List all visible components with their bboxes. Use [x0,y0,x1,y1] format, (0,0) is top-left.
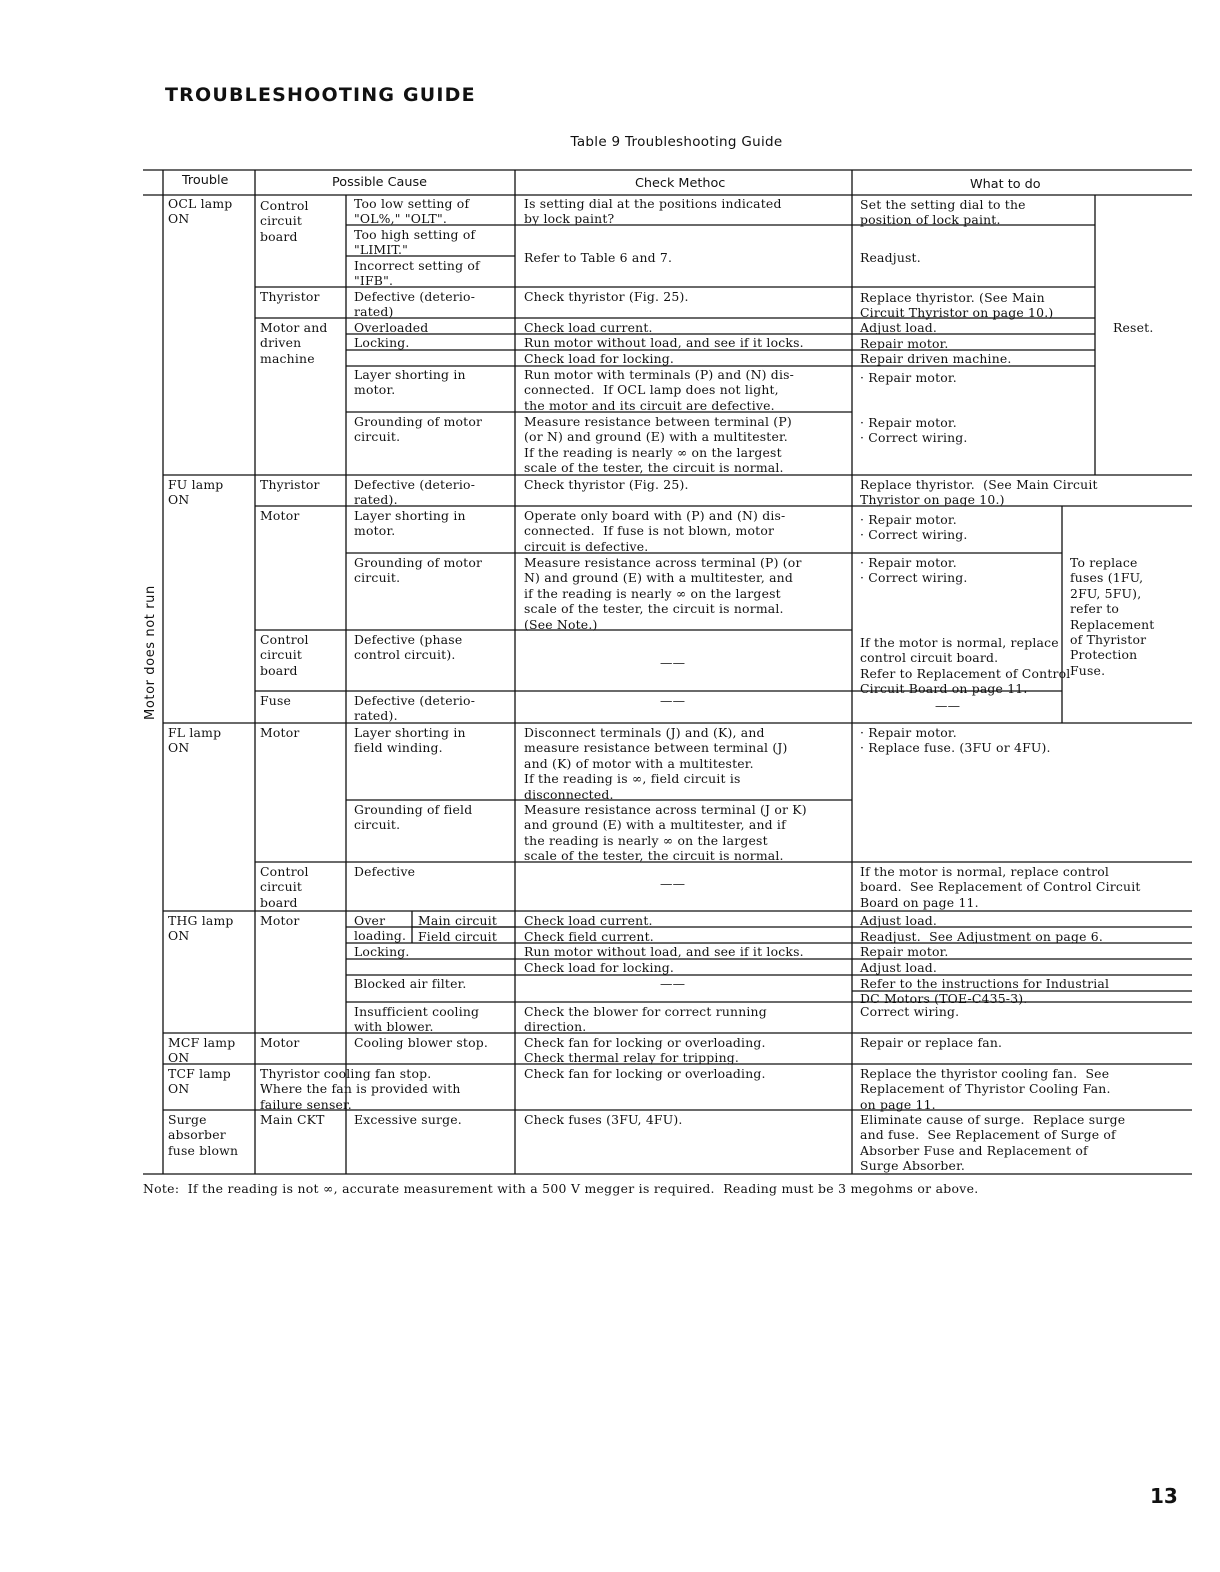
table-cell: Check fan for locking or overloading. [524,1066,766,1081]
table-cell: Motor [260,508,300,523]
table-cell: Check field current. [524,929,654,944]
table-cell: Motor [260,1035,300,1050]
table-cell: Repair motor. [860,944,949,959]
table-cell: Over loading. [354,913,407,944]
table-cell: Main circuit [418,913,498,928]
table-cell: Excessive surge. [354,1112,462,1127]
table-cell: Check load current. [524,320,653,335]
table-cell: Defective (phase control circuit). [354,632,463,663]
table-cell: Replace the thyristor cooling fan. See Replacement of Thyristor Cooling Fan. on page 11. [860,1066,1111,1112]
table-cell: Run motor without load, and see if it locks. [524,335,804,350]
table-cell: Check load current. [524,913,653,928]
table-cell: Measure resistance across terminal (J or K) and ground (E) with a multitester, and if the reading is nearly ∞ on the largest scale of the tester, the circuit is normal. [524,802,807,864]
table-cell: THG lamp ON [168,913,234,944]
table-cell: Too high setting of "LIMIT." [354,227,476,258]
table-cell: Layer shorting in motor. [354,367,466,398]
table-cell: Operate only board with (P) and (N) dis- connected. If fuse is not blown, motor circuit is defective. [524,508,786,554]
table-cell: Motor and driven machine [260,320,328,366]
table-cell: Adjust load. [860,913,938,928]
table-cell: Readjust. See Adjustment on page 6. [860,929,1103,944]
table-cell: Field circuit [418,929,498,944]
table-cell: · Repair motor. · Replace fuse. (3FU or 4FU). [860,725,1051,756]
header-what-to-do: What to do [970,177,1041,192]
table-cell: Set the setting dial to the position of lock paint. [860,197,1026,228]
table-cell: Defective [354,864,416,879]
table-cell: Thyristor [260,289,320,304]
table-cell: Check fan for locking or overloading. Check thermal relay for tripping. [524,1035,766,1066]
header-possible-cause: Possible Cause [332,175,428,190]
table-cell: Thyristor cooling fan stop. Where the fan is provided with failure senser. [260,1066,461,1112]
table-cell: Thyristor [260,477,320,492]
table-cell: —— [935,698,961,713]
table-cell: Check fuses (3FU, 4FU). [524,1112,683,1127]
table-cell: Grounding of field circuit. [354,802,473,833]
side-label-text: Motor does not run [143,585,158,720]
table-cell: Refer to the instructions for Industrial DC Motors (TOE-C435-3). [860,976,1110,1007]
table-cell: Cooling blower stop. [354,1035,488,1050]
table-cell: Replace thyristor. (See Main Circuit Thyristor on page 10.) [860,290,1054,321]
table-cell: Locking. [354,335,410,350]
table-cell: Insufficient cooling with blower. [354,1004,480,1035]
table-cell: Main CKT [260,1112,325,1127]
table-cell: —— [660,655,686,670]
table-cell: Adjust load. [860,320,938,335]
table-cell: Layer shorting in field winding. [354,725,466,756]
table-cell: Check thyristor (Fig. 25). [524,477,689,492]
table-cell: To replace fuses (1FU, 2FU, 5FU), refer to Replacement of Thyristor Protection Fuse. [1070,555,1155,678]
table-cell: If the motor is normal, replace control board. See Replacement of Control Circuit Board on page 11. [860,864,1141,910]
table-cell: OCL lamp ON [168,196,233,227]
table-cell: Reset. [1113,320,1154,335]
table-cell: MCF lamp ON [168,1035,236,1066]
table-cell: FU lamp ON [168,477,224,508]
table-cell: Control circuit board [260,198,309,244]
table-cell: Readjust. [860,250,921,265]
table-cell: Control circuit board [260,864,309,910]
table-cell: —— [660,693,686,708]
header-check-method: Check Methoc [635,176,726,191]
table-cell: Repair motor. [860,336,949,351]
table-cell: Grounding of motor circuit. [354,414,483,445]
table-cell: Adjust load. [860,960,938,975]
table-note: Note: If the reading is not ∞, accurate measurement with a 500 V megger is required. Reading must be 3 megohms or above. [143,1181,979,1196]
table-cell: Control circuit board [260,632,309,678]
table-cell: Defective (deterio- rated). [354,693,476,724]
table-cell: · Repair motor. [860,370,957,385]
table-cell: Layer shorting in motor. [354,508,466,539]
table-cell: Locking. [354,944,410,959]
table-cell: Run motor without load, and see if it locks. [524,944,804,959]
table-caption: Table 9 Troubleshooting Guide [570,134,783,150]
table-cell: · Repair motor. · Correct wiring. [860,555,968,586]
table-cell: Eliminate cause of surge. Replace surge and fuse. See Replacement of Surge of Absorber Fuse and Replacement of Surge Absorber. [860,1112,1126,1174]
table-cell: Surge absorber fuse blown [168,1112,239,1158]
page-heading: TROUBLESHOOTING GUIDE [165,84,476,106]
table-cell: · Repair motor. · Correct wiring. [860,512,968,543]
table-cell: Repair driven machine. [860,351,1012,366]
table-cell: Repair or replace fan. [860,1035,1003,1050]
table-cell: Defective (deterio- rated). [354,477,476,508]
table-cell: Check load for locking. [524,351,675,366]
table-cell: TCF lamp ON [168,1066,231,1097]
table-cell: Overloaded [354,320,429,335]
table-cell: Too low setting of "OL%," "OLT". [354,196,470,227]
table-cell: Blocked air filter. [354,976,467,991]
table-cell: Incorrect setting of "IFB". [354,258,480,289]
table-cell: Fuse [260,693,292,708]
table-cell: Check load for locking. [524,960,675,975]
table-cell: Replace thyristor. (See Main Circuit Thyristor on page 10.) [860,477,1098,508]
table-cell: —— [660,976,686,991]
table-cell: Correct wiring. [860,1004,960,1019]
table-cell: Run motor with terminals (P) and (N) dis- connected. If OCL lamp does not light, the motor and its circuit are defective. [524,367,795,413]
table-cell: Check the blower for correct running direction. [524,1004,767,1035]
table-cell: Is setting dial at the positions indicated by lock paint? [524,196,782,227]
table-cell: Measure resistance between terminal (P) (or N) and ground (E) with a multitester. If the reading is nearly ∞ on the largest scale of the tester, the circuit is normal. [524,414,792,476]
table-cell: Refer to Table 6 and 7. [524,250,673,265]
table-cell: Motor [260,725,300,740]
header-trouble: Trouble [182,173,229,188]
table-cell: If the motor is normal, replace control circuit board. Refer to Replacement of Control Circuit Board on page 11. [860,635,1071,697]
table-cell: Motor [260,913,300,928]
table-cell: Measure resistance across terminal (P) (or N) and ground (E) with a multitester, and if the reading is nearly ∞ on the largest scale of the tester, the circuit is normal. (See Note.) [524,555,802,632]
table-cell: Defective (deterio- rated) [354,289,476,320]
table-cell: · Repair motor. · Correct wiring. [860,415,968,446]
table-cell: Grounding of motor circuit. [354,555,483,586]
table-cell: Disconnect terminals (J) and (K), and measure resistance between terminal (J) and (K) of motor with a multitester. If the reading is ∞, field circuit is disconnected. [524,725,788,802]
table-cell: —— [660,876,686,891]
table-cell: FL lamp ON [168,725,222,756]
table-cell: Check thyristor (Fig. 25). [524,289,689,304]
page-number: 13 [1150,1484,1178,1508]
